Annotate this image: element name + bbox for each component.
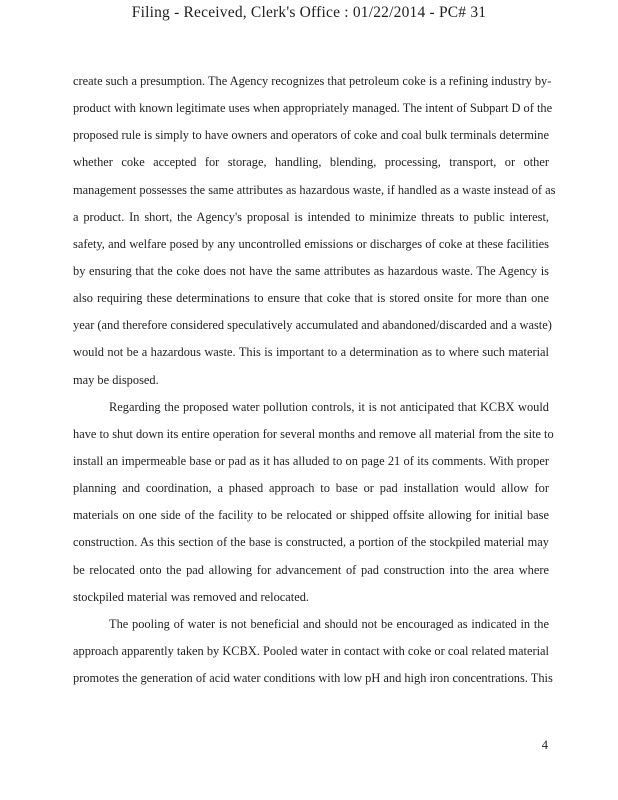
text-line: promotes the generation of acid water conditions with low pH and high iron concentrations. This bbox=[73, 671, 553, 686]
text-line: construction. As this section of the base is constructed, a portion of the stockpiled material may bbox=[73, 535, 549, 550]
text-line: by ensuring that the coke does not have the same attributes as hazardous waste. The Agency is bbox=[73, 263, 549, 278]
text-line: The pooling of water is not beneficial and should not be encouraged as indicated in the bbox=[109, 616, 549, 631]
text-line: have to shut down its entire operation for several months and remove all material from the site to bbox=[73, 426, 554, 441]
text-line: create such a presumption. The Agency recognizes that petroleum coke is a refining industry by- bbox=[73, 74, 552, 88]
page-number: 4 bbox=[541, 738, 548, 752]
text-line: approach apparently taken by KCBX. Pooled water in contact with coke or coal related material bbox=[73, 643, 549, 658]
text-line: proposed rule is simply to have owners and operators of coke and coal bulk terminals determine bbox=[73, 128, 549, 143]
text-line: may be disposed. bbox=[73, 372, 159, 387]
text-line: a product. In short, the Agency's proposal is intended to minimize threats to public interest, bbox=[73, 209, 549, 224]
paragraph-3 bbox=[73, 615, 553, 696]
filing-header: Filing - Received, Clerk's Office : 01/22/2014 - PC# 31 bbox=[131, 4, 487, 21]
text-line: install an impermeable base or pad as it has alluded to on page 21 of its comments. With proper bbox=[73, 453, 549, 468]
text-line: also requiring these determinations to ensure that coke that is stored onsite for more than one bbox=[73, 291, 549, 306]
text-line: planning and coordination, a phased approach to base or pad installation would allow for bbox=[73, 481, 549, 496]
document-body bbox=[73, 72, 556, 696]
paragraph-1 bbox=[73, 72, 556, 398]
text-line: be relocated onto the pad allowing for advancement of pad construction into the area where bbox=[73, 562, 549, 577]
text-line: stockpiled material was removed and relocated. bbox=[73, 589, 310, 604]
text-line: materials on one side of the facility to be relocated or shipped offsite allowing for initial base bbox=[73, 508, 549, 523]
text-line: whether coke accepted for storage, handling, blending, processing, transport, or other bbox=[73, 155, 549, 170]
paragraph-2 bbox=[73, 398, 554, 615]
text-line: product with known legitimate uses when appropriately managed. The intent of Subpart D of the bbox=[73, 101, 553, 116]
text-line: Regarding the proposed water pollution controls, it is not anticipated that KCBX would bbox=[109, 399, 549, 414]
text-line: year (and therefore considered speculatively accumulated and abandoned/discarded and a waste) bbox=[73, 318, 552, 333]
text-line: safety, and welfare posed by any uncontrolled emissions or discharges of coke at these facilities bbox=[73, 236, 549, 251]
text-line: management possesses the same attributes as hazardous waste, if handled as a waste instead of as bbox=[73, 182, 556, 197]
text-line: would not be a hazardous waste. This is important to a determination as to where such material bbox=[73, 345, 549, 360]
